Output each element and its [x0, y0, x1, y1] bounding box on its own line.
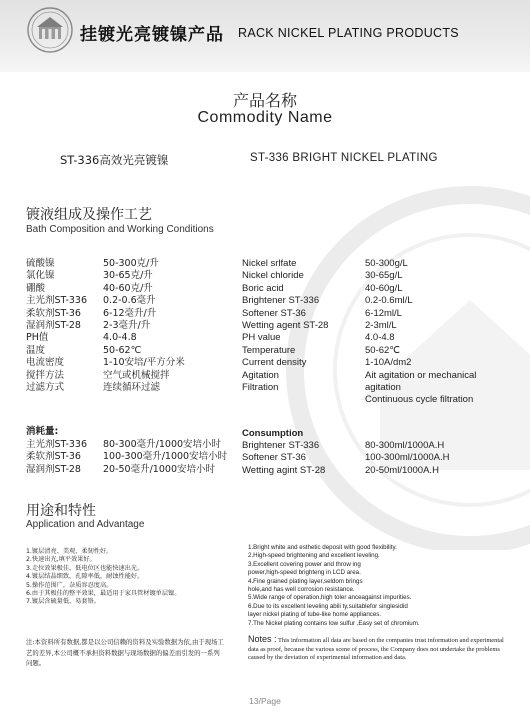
bath-cn-label: PH值 — [26, 332, 49, 344]
company-logo-icon — [26, 6, 74, 54]
bath-en-value: 1-10A/dm2 — [365, 357, 412, 369]
bath-en-label: Agitation — [242, 369, 279, 381]
bath-en-value: 0.2-0.6ml/L — [365, 295, 413, 307]
list-item: 1.镀层清亮、美观、柔韧性好。 — [26, 548, 113, 555]
bath-cn-value: 30-65克/升 — [103, 270, 153, 282]
consumption-en-label: Wetting agint ST-28 — [242, 464, 326, 476]
bath-cn-label: 硼酸 — [26, 282, 46, 294]
bath-cn-label: 过滤方式 — [26, 382, 65, 394]
consumption-cn-value: 20-50毫升/1000安培小时 — [103, 463, 215, 475]
bath-en-label: Wetting agent ST-28 — [242, 320, 329, 332]
product-name-cn: ST-336高效光亮镀镍 — [60, 153, 169, 167]
page-number: 13/Page — [249, 696, 281, 706]
bath-cn-values — [103, 258, 185, 394]
header-title-cn: 挂镀光亮镀镍产品 — [80, 25, 224, 45]
consumption-en-value: 20-50ml/1000A.H — [365, 464, 439, 476]
bath-en-label: Nickel srlfate — [242, 258, 297, 269]
commodity-title-en: Commodity Name — [197, 109, 333, 126]
bath-cn-label: 湿润剂ST-28 — [26, 320, 81, 332]
bath-cn-label: 硫酸镍 — [26, 258, 55, 269]
list-item: 4.Fine grained plating layer,seldom brings — [248, 577, 363, 585]
commodity-title-cn: 产品名称 — [232, 91, 297, 110]
notes-en — [248, 635, 508, 663]
list-item: power,high-speed brighteng in LCD area. — [248, 569, 361, 577]
notes-label: Notes : — [248, 634, 277, 644]
bath-en-value: 50-62℃ — [365, 344, 400, 356]
application-en-list — [248, 544, 420, 628]
list-item: 3.走位效果极佳，低电位区也能快速出光。 — [26, 564, 144, 572]
product-name-en: ST-336 BRIGHT NICKEL PLATING — [250, 152, 438, 164]
bath-en-label: Boric acid — [242, 282, 284, 294]
notes-text: This information all data are based on the companies trust information and experimental data as proof, because the various scene of process, the Company does not undertake the problems caused by the deviation of experimental information and data. — [248, 637, 504, 662]
consumption-en-label: Brightener ST-336 — [242, 440, 320, 451]
bath-en-label: PH value — [242, 332, 281, 344]
bath-cn-label: 电流密度 — [26, 357, 65, 369]
consumption-en-values — [365, 440, 450, 477]
consumption-en-labels — [242, 440, 325, 477]
consumption-cn-label: 主光剂ST-336 — [26, 439, 88, 450]
bath-cn-labels — [26, 258, 87, 394]
application-cn-list — [26, 548, 180, 607]
notes-cn: 注:本资料所有数据,都是以公司信赖的资料及实验数据为依,由于现场工艺的差异,本公司概不承担资料数据与现场数据的偏差而引发的一系列问题。 — [26, 638, 224, 667]
bath-heading-en: Bath Composition and Working Conditions — [26, 224, 214, 235]
consumption-cn-label: 湿润剂ST-28 — [26, 463, 81, 475]
consumption-heading-cn: 消耗量: — [26, 426, 59, 437]
bath-en-labels — [242, 258, 328, 394]
bath-cn-value: 4.0-4.8 — [103, 332, 137, 344]
bath-cn-value: 6-12毫升/升 — [103, 307, 157, 319]
list-item: 7.The Nickel plating contains low sulfur ,Easy set of chromium. — [248, 619, 420, 627]
consumption-cn-value: 100-300毫升/1000安培小时 — [103, 451, 228, 463]
bath-cn-value: 1-10安培/平方分米 — [103, 357, 185, 369]
bath-en-value: 50-300g/L — [365, 258, 408, 269]
list-item: 2.High-speed brightening and excellent leveling. — [248, 552, 380, 560]
bath-cn-value: 40-60克/升 — [103, 282, 153, 294]
application-heading-en: Application and Advantage — [26, 519, 145, 530]
list-item: 5.操作范围广，杂质容忍度高。 — [26, 581, 113, 589]
bath-en-value: 2-3ml/L — [365, 320, 397, 332]
consumption-heading-en: Consumption — [242, 428, 304, 439]
bath-cn-label: 氯化镍 — [26, 270, 55, 282]
bath-cn-label: 柔软剂ST-36 — [26, 307, 81, 319]
consumption-cn-values — [103, 439, 227, 476]
bath-en-value: Ait agitation or mechanical — [365, 369, 477, 381]
bath-cn-value: 2-3毫升/升 — [103, 320, 151, 332]
list-item: 2.快速出光,填平效果好。 — [26, 556, 96, 564]
list-item: 1.Bright white and esthetic deposit with good flexibility. — [248, 544, 397, 551]
header-title-en: RACK NICKEL PLATING PRODUCTS — [238, 26, 459, 40]
list-item: 3.Excellent covering power and throw ing — [248, 560, 361, 568]
consumption-cn-value: 80-300毫升/1000安培小时 — [103, 439, 222, 450]
bath-cn-label: 温度 — [26, 344, 46, 356]
bath-en-value: Continuous cycle filtration — [365, 394, 474, 406]
bath-cn-value: 0.2-0.6毫升 — [103, 295, 156, 307]
bath-en-value: 40-60g/L — [365, 282, 403, 294]
bath-en-label: Temperature — [242, 344, 296, 356]
consumption-cn-label: 柔软剂ST-36 — [26, 451, 81, 463]
consumption-en-label: Softener ST-36 — [242, 452, 306, 464]
consumption-en-value: 100-300ml/1000A.H — [365, 452, 450, 464]
bath-en-value: 30-65g/L — [365, 270, 403, 282]
bath-en-value: 4.0-4.8 — [365, 332, 395, 344]
bath-cn-value: 连续循环过滤 — [103, 382, 161, 394]
application-heading-cn: 用途和特性 — [26, 503, 96, 519]
bath-heading-cn: 镀液组成及操作工艺 — [26, 207, 152, 223]
bath-cn-value: 50-300克/升 — [103, 258, 159, 269]
list-item: 4.镀层结晶细致，孔隙率低，耐蚀性能好。 — [26, 573, 144, 581]
bath-cn-value: 空气或机械搅拌 — [103, 369, 170, 381]
bath-en-label: Filtration — [242, 382, 279, 394]
list-item: layer nickel plating of tube-like home appliances. — [248, 611, 382, 619]
list-item: 6.Due to its excellent leveling abili ty,suitablefor singlesidid — [248, 602, 408, 610]
consumption-cn-labels — [26, 439, 87, 476]
bath-en-values — [365, 258, 476, 407]
bath-cn-label: 主光剂ST-336 — [26, 295, 88, 307]
bath-cn-value: 50-62℃ — [103, 344, 142, 356]
bath-en-label: Softener ST-36 — [242, 307, 306, 319]
bath-en-label: Brightener ST-336 — [242, 295, 320, 307]
bath-en-label: Current density — [242, 357, 307, 369]
bath-en-label: Nickel chloride — [242, 270, 304, 282]
consumption-en-value: 80-300ml/1000A.H — [365, 440, 445, 451]
bath-en-value: agitation — [365, 382, 401, 394]
list-item: 7.镀层含硫量低、易套铬。 — [26, 598, 100, 606]
list-item: hole,and has well corrosion resistance. — [248, 586, 355, 594]
list-item: 6.由于其极佳的整平效果，最适用于家具管材镀单层镍。 — [26, 590, 181, 598]
bath-en-value: 6-12ml/L — [365, 307, 402, 319]
bath-cn-label: 搅拌方法 — [26, 369, 65, 381]
list-item: 5.Wide range of operation,high toler anceagainst impurities. — [248, 594, 412, 602]
